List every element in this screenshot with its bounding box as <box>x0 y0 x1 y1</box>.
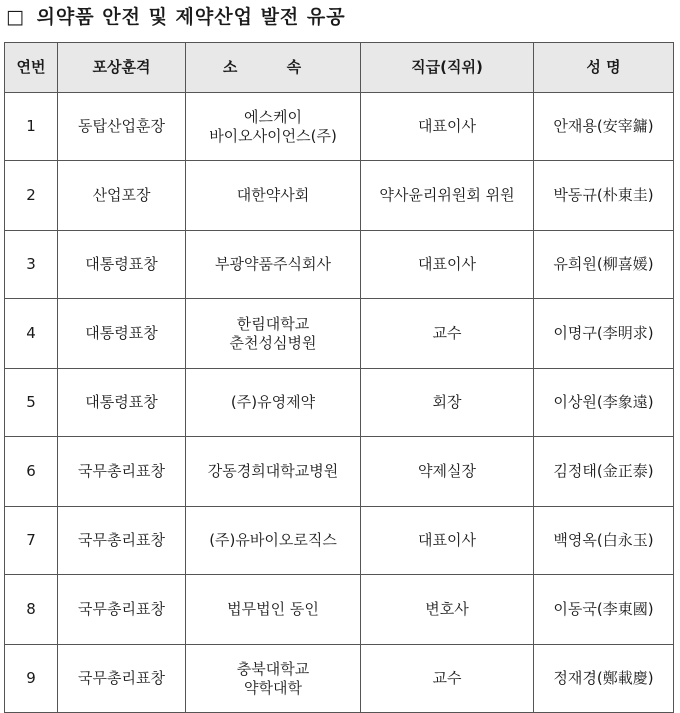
cell-name: 정재경(鄭載慶) <box>534 645 674 713</box>
cell-award: 동탑산업훈장 <box>58 93 186 161</box>
cell-no: 2 <box>5 161 58 231</box>
table-row <box>5 645 674 713</box>
cell-name: 백영옥(白永玉) <box>534 507 674 575</box>
cell-no: 4 <box>5 299 58 369</box>
header-no: 연번 <box>5 43 58 93</box>
cell-position: 교수 <box>361 299 534 369</box>
org-line-1: 법무법인 동인 <box>227 600 319 618</box>
cell-name: 김정태(金正泰) <box>534 437 674 507</box>
org-line-1: 대한약사회 <box>236 186 310 204</box>
cell-no: 7 <box>5 507 58 575</box>
header-position: 직급(직위) <box>361 43 534 93</box>
table-row <box>5 507 674 575</box>
table-header-row <box>5 43 674 93</box>
section-marker: □ <box>6 6 25 28</box>
org-line-1: 한림대학교 <box>236 314 310 333</box>
cell-position: 약사윤리위원회 위원 <box>361 161 534 231</box>
cell-name: 이상원(李象遠) <box>534 369 674 437</box>
cell-name: 안재용(安宰鏞) <box>534 93 674 161</box>
cell-organization <box>186 231 361 299</box>
cell-name: 박동규(朴東圭) <box>534 161 674 231</box>
cell-organization <box>186 575 361 645</box>
org-line-2: 약학대학 <box>244 678 302 697</box>
cell-organization <box>186 299 361 369</box>
org-line-1: 충북대학교 <box>236 659 310 678</box>
table-row <box>5 93 674 161</box>
cell-position: 대표이사 <box>361 507 534 575</box>
org-line-1: (주)유바이오로직스 <box>209 531 337 549</box>
cell-position: 대표이사 <box>361 231 534 299</box>
table-row <box>5 299 674 369</box>
table-row <box>5 369 674 437</box>
cell-award: 대통령표창 <box>58 369 186 437</box>
org-line-1: 에스케이 <box>244 107 302 126</box>
header-name: 성 명 <box>534 43 674 93</box>
table-row <box>5 161 674 231</box>
section-title-text: 의약품 안전 및 제약산업 발전 유공 <box>36 6 346 28</box>
cell-position: 약제실장 <box>361 437 534 507</box>
header-award: 포상훈격 <box>58 43 186 93</box>
section-title <box>6 0 346 34</box>
cell-no: 3 <box>5 231 58 299</box>
org-line-2: 춘천성심병원 <box>229 333 317 352</box>
table-row <box>5 231 674 299</box>
org-line-2: 바이오사이언스(주) <box>209 126 337 145</box>
header-organization: 소 속 <box>186 43 361 93</box>
cell-organization <box>186 437 361 507</box>
cell-name: 이동국(李東國) <box>534 575 674 645</box>
cell-no: 9 <box>5 645 58 713</box>
cell-award: 대통령표창 <box>58 231 186 299</box>
cell-organization <box>186 507 361 575</box>
cell-award: 국무총리표창 <box>58 437 186 507</box>
cell-organization <box>186 161 361 231</box>
cell-position: 대표이사 <box>361 93 534 161</box>
cell-organization <box>186 93 361 161</box>
awards-table <box>4 42 674 713</box>
cell-no: 6 <box>5 437 58 507</box>
cell-no: 8 <box>5 575 58 645</box>
cell-award: 산업포장 <box>58 161 186 231</box>
cell-no: 1 <box>5 93 58 161</box>
cell-award: 국무총리표창 <box>58 575 186 645</box>
cell-position: 변호사 <box>361 575 534 645</box>
cell-award: 국무총리표창 <box>58 645 186 713</box>
cell-name: 이명구(李明求) <box>534 299 674 369</box>
org-line-1: 부광약품주식회사 <box>215 255 331 273</box>
table-row <box>5 437 674 507</box>
cell-organization <box>186 369 361 437</box>
org-line-1: (주)유영제약 <box>230 393 316 411</box>
cell-organization <box>186 645 361 713</box>
cell-position: 교수 <box>361 645 534 713</box>
cell-name: 유희원(柳喜媛) <box>534 231 674 299</box>
cell-award: 대통령표창 <box>58 299 186 369</box>
org-line-1: 강동경희대학교병원 <box>207 462 339 480</box>
cell-no: 5 <box>5 369 58 437</box>
cell-award: 국무총리표창 <box>58 507 186 575</box>
table-row <box>5 575 674 645</box>
cell-position: 회장 <box>361 369 534 437</box>
